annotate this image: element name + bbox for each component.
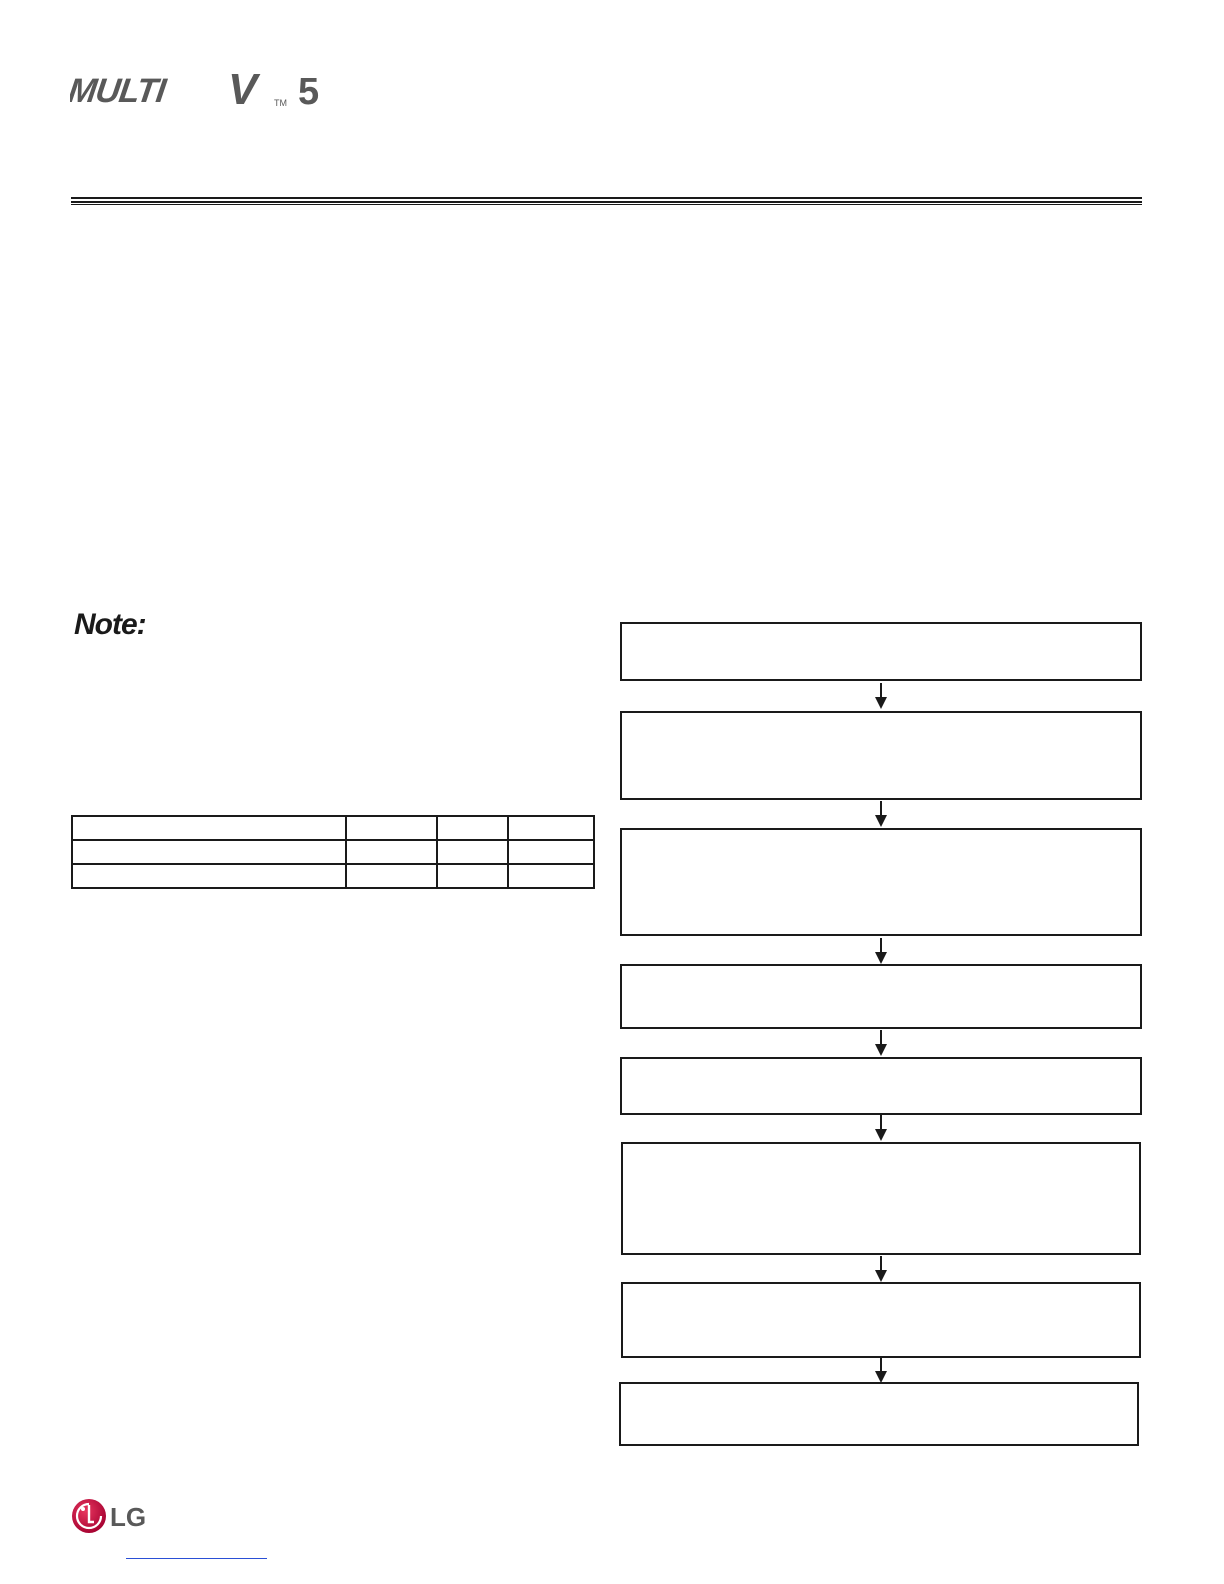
table-cell (508, 840, 594, 864)
table-cell (508, 816, 594, 840)
arrow-down-icon (874, 801, 888, 827)
svg-text:5: 5 (298, 71, 320, 113)
table-cell (346, 864, 437, 888)
table-cell (346, 840, 437, 864)
table-row (72, 864, 594, 888)
table-cell (508, 864, 594, 888)
svg-text:LG: LG (110, 1502, 147, 1532)
flow-step-7 (621, 1282, 1141, 1358)
flow-step-6 (621, 1142, 1141, 1255)
table-cell (346, 816, 437, 840)
flow-step-1 (620, 622, 1142, 681)
arrow-down-icon (874, 938, 888, 964)
flow-step-5 (620, 1057, 1142, 1115)
table-cell (437, 816, 508, 840)
flow-step-8 (619, 1382, 1139, 1446)
flow-step-4 (620, 964, 1142, 1029)
svg-text:MULTI: MULTI (70, 72, 168, 110)
spec-table (71, 815, 595, 889)
multi-v-5-logo (70, 66, 340, 114)
flow-step-2 (620, 711, 1142, 800)
svg-text:V: V (228, 66, 258, 114)
arrow-down-icon (874, 1115, 888, 1141)
table-cell (437, 840, 508, 864)
note-label: Note: (74, 608, 146, 641)
footer-link[interactable] (126, 1558, 267, 1559)
table-row (72, 816, 594, 840)
arrow-down-icon (874, 1357, 888, 1383)
svg-text:TM: TM (274, 98, 287, 108)
arrow-down-icon (874, 683, 888, 709)
table-cell (437, 864, 508, 888)
header-divider (71, 197, 1142, 206)
arrow-down-icon (874, 1030, 888, 1056)
table-cell (72, 816, 346, 840)
table-row (72, 840, 594, 864)
arrow-down-icon (874, 1256, 888, 1282)
flow-step-3 (620, 828, 1142, 936)
lg-logo (70, 1496, 154, 1536)
table-cell (72, 840, 346, 864)
table-cell (72, 864, 346, 888)
